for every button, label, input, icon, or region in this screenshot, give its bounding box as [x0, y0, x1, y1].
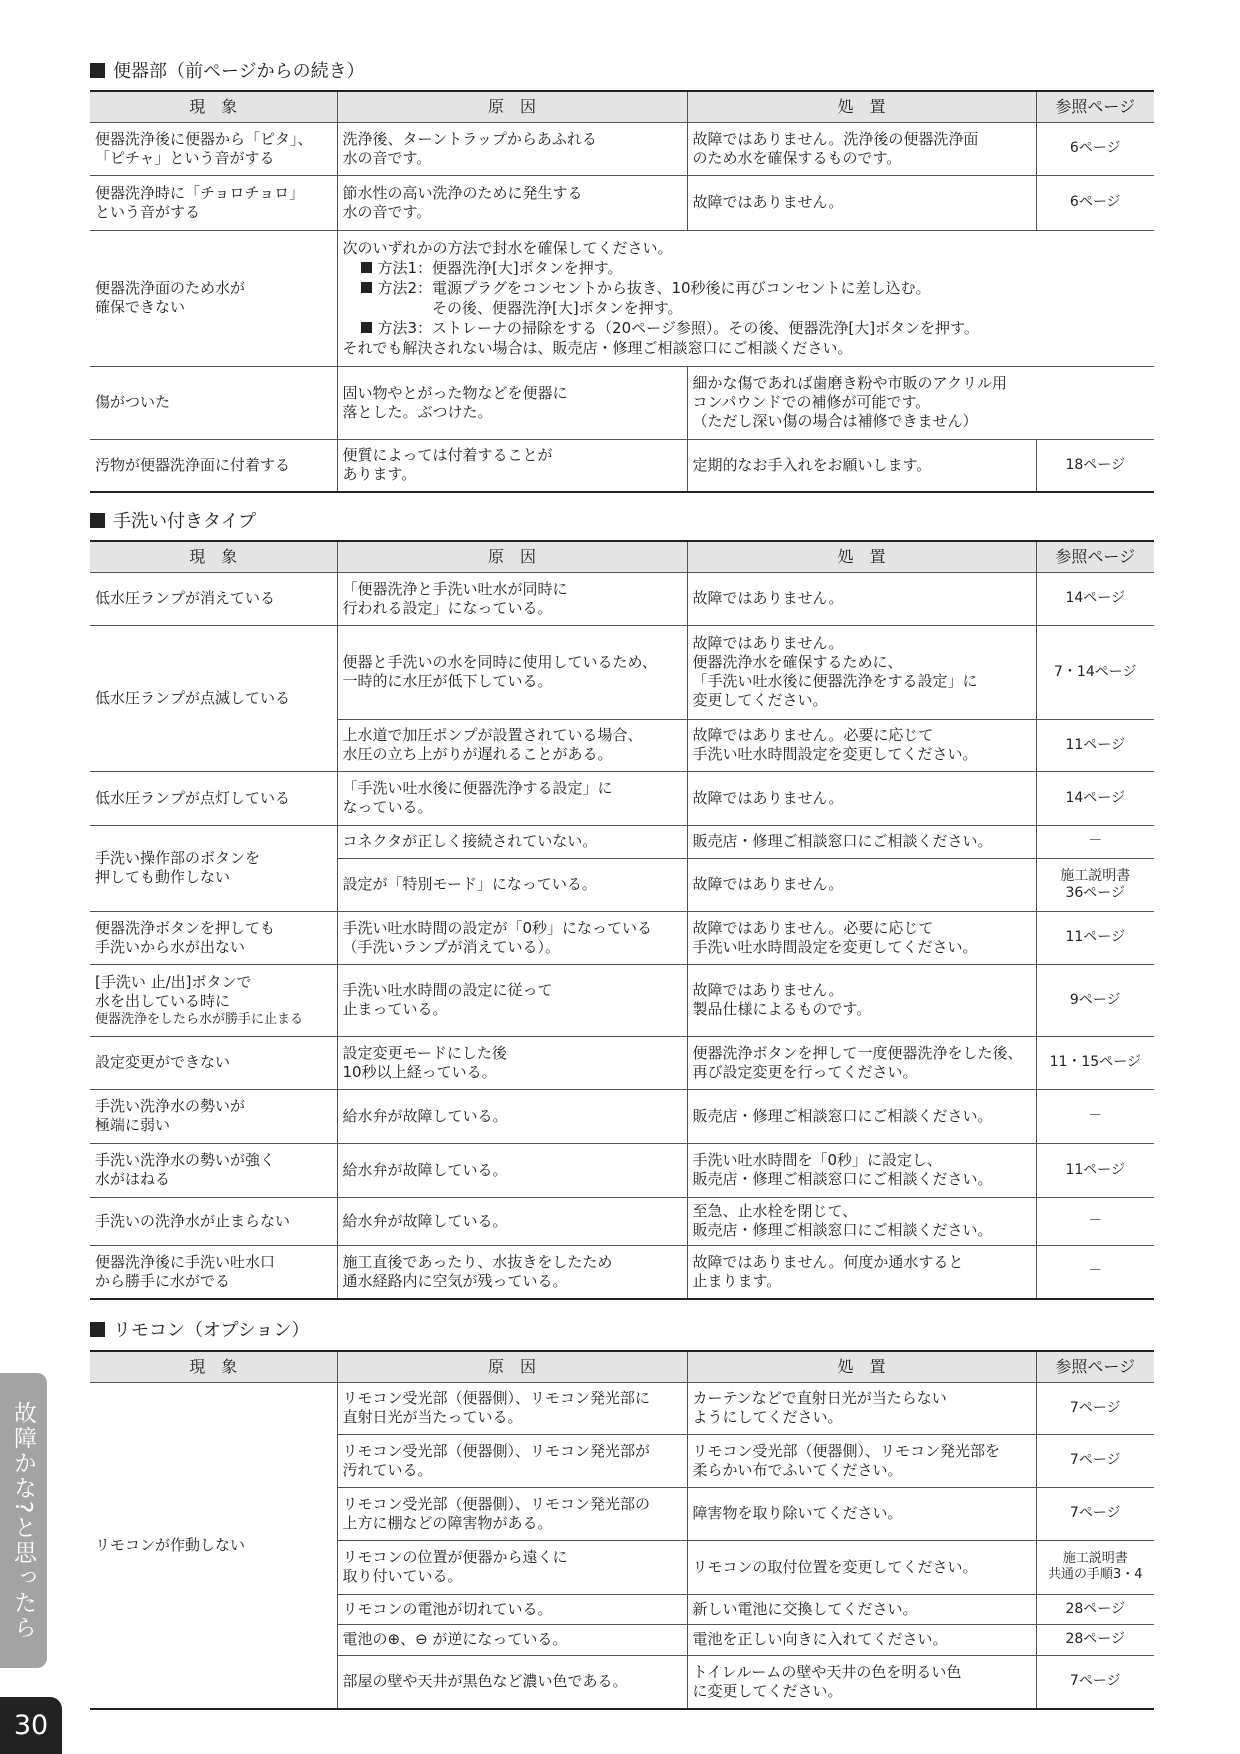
- remedy-cell: 障害物を取り除いてください。: [687, 1487, 1036, 1540]
- method-text: ストレーナの掃除をする（20ページ参照）。その後、便器洗浄[大]ボタンを押す。: [432, 319, 979, 337]
- remedy-cell: 新しい電池に交換してください。: [687, 1594, 1036, 1624]
- reference-page-cell: 施工説明書 36ページ: [1036, 858, 1154, 911]
- header-symptom: 現 象: [90, 91, 337, 122]
- cause-cell: 「手洗い吐水後に便器洗浄する設定」に なっている。: [337, 771, 687, 825]
- method-3: [343, 318, 1150, 338]
- method-label: 方法1：: [377, 259, 433, 277]
- reference-page-cell: 7・14ページ: [1036, 625, 1154, 719]
- reference-page-cell: 11ページ: [1036, 911, 1154, 964]
- remedy-cell: 電池を正しい向きに入れてください。: [687, 1624, 1036, 1655]
- header-remedy: 処 置: [687, 1351, 1036, 1382]
- reference-page-cell: 28ページ: [1036, 1624, 1154, 1655]
- section-title: 手洗い付きタイプ: [113, 511, 257, 532]
- reference-page-cell: 11ページ: [1036, 1143, 1154, 1197]
- table-header-row: [90, 91, 1154, 122]
- instructions-outro: それでも解決されない場合は、販売店・修理ご相談窓口にご相談ください。: [342, 339, 853, 357]
- symptom-cell: 便器洗浄ボタンを押しても 手洗いから水が出ない: [90, 911, 337, 964]
- method-label: 方法2：: [377, 279, 433, 297]
- cause-cell: 給水弁が故障している。: [337, 1143, 687, 1197]
- header-symptom: 現 象: [90, 541, 337, 572]
- square-bullet-icon: [90, 63, 105, 78]
- symptom-cell: 便器洗浄面のため水が 確保できない: [90, 230, 337, 366]
- remote-control-troubleshooting-table: [90, 1350, 1154, 1710]
- remedy-cell: 細かな傷であれば歯磨き粉や市販のアクリル用 コンパウンドでの補修が可能です。 （ただし深い傷の場合は補修できません）: [687, 366, 1154, 439]
- reference-page-cell: 6ページ: [1036, 175, 1154, 230]
- square-bullet-icon: [90, 513, 105, 528]
- reference-page-cell: 11ページ: [1036, 719, 1154, 771]
- reference-page-cell: 9ページ: [1036, 964, 1154, 1036]
- cause-cell: 便器と手洗いの水を同時に使用しているため、 一時的に水圧が低下している。: [337, 625, 687, 719]
- section-title: 便器部（前ページからの続き）: [113, 61, 365, 82]
- cause-cell: リモコン受光部（便器側）、リモコン発光部に 直射日光が当たっている。: [337, 1382, 687, 1434]
- symptom-note: 便器洗浄をしたら水が勝手に止まる: [95, 1011, 304, 1027]
- method-2: [343, 278, 1150, 318]
- cause-cell: リモコンの位置が便器から遠くに 取り付いている。: [337, 1540, 687, 1594]
- symptom-cell: 便器洗浄後に手洗い吐水口 から勝手に水がでる: [90, 1245, 337, 1299]
- table-row: [90, 230, 1154, 366]
- remedy-cell: リモコン受光部（便器側）、リモコン発光部を 柔らかい布でふいてください。: [687, 1434, 1036, 1487]
- reference-page-cell: －: [1036, 1089, 1154, 1143]
- remedy-cell: 故障ではありません。必要に応じて 手洗い吐水時間設定を変更してください。: [687, 719, 1036, 771]
- table-row: [90, 1036, 1154, 1089]
- symptom-cell: 手洗い洗浄水の勢いが 極端に弱い: [90, 1089, 337, 1143]
- table-row: [90, 572, 1154, 625]
- symptom-cell: 汚物が便器洗浄面に付着する: [90, 439, 337, 492]
- header-cause: 原 因: [337, 541, 687, 572]
- hand-wash-troubleshooting-table: [90, 540, 1154, 1300]
- table-row: [90, 825, 1154, 858]
- symptom-cell: 低水圧ランプが消えている: [90, 572, 337, 625]
- cause-cell: 設定が「特別モード」になっている。: [337, 858, 687, 911]
- remedy-cell: 故障ではありません。: [687, 175, 1036, 230]
- symptom-cell: 手洗い洗浄水の勢いが強く 水がはねる: [90, 1143, 337, 1197]
- cause-cell: 上水道で加圧ポンプが設置されている場合、 水圧の立ち上がりが遅れることがある。: [337, 719, 687, 771]
- method-label: 方法3：: [377, 319, 433, 337]
- instructions-cell: [337, 230, 1154, 366]
- header-reference-page: 参照ページ: [1036, 541, 1154, 572]
- cause-cell: 手洗い吐水時間の設定が「0秒」になっている （手洗いランプが消えている）。: [337, 911, 687, 964]
- page-number-text: 30: [13, 1710, 49, 1741]
- symptom-cell: 設定変更ができない: [90, 1036, 337, 1089]
- table-row: [90, 366, 1154, 439]
- table-row: [90, 175, 1154, 230]
- symptom-text: [手洗い 止/出]ボタンで 水を出している時に: [95, 972, 252, 1010]
- header-reference-page: 参照ページ: [1036, 91, 1154, 122]
- table-row: [90, 625, 1154, 719]
- cause-cell: 設定変更モードにした後 10秒以上経っている。: [337, 1036, 687, 1089]
- section-heading-remote-control: [90, 1317, 309, 1341]
- table-row: [90, 1089, 1154, 1143]
- symptom-cell: 便器洗浄後に便器から「ピタ」、 「ピチャ」という音がする: [90, 122, 337, 175]
- cause-cell: リモコン受光部（便器側）、リモコン発光部が 汚れている。: [337, 1434, 687, 1487]
- toilet-troubleshooting-table: [90, 90, 1154, 493]
- symptom-cell: [90, 964, 337, 1036]
- cause-cell: 電池の⊕、⊖ が逆になっている。: [337, 1624, 687, 1655]
- remedy-cell: 故障ではありません。洗浄後の便器洗浄面 のため水を確保するものです。: [687, 122, 1036, 175]
- cause-cell: 部屋の壁や天井が黒色など濃い色である。: [337, 1655, 687, 1709]
- chapter-side-tab: [0, 1373, 47, 1668]
- reference-page-cell: －: [1036, 825, 1154, 858]
- reference-page-cell: 6ページ: [1036, 122, 1154, 175]
- remedy-cell: 販売店・修理ご相談窓口にご相談ください。: [687, 1089, 1036, 1143]
- cause-cell: リモコンの電池が切れている。: [337, 1594, 687, 1624]
- remedy-cell: 故障ではありません。: [687, 572, 1036, 625]
- remedy-cell: 故障ではありません。 製品仕様によるものです。: [687, 964, 1036, 1036]
- remedy-cell: リモコンの取付位置を変更してください。: [687, 1540, 1036, 1594]
- symptom-cell: 便器洗浄時に「チョロチョロ」 という音がする: [90, 175, 337, 230]
- reference-page-cell: 14ページ: [1036, 771, 1154, 825]
- cause-cell: 給水弁が故障している。: [337, 1089, 687, 1143]
- table-row: [90, 1197, 1154, 1245]
- reference-page-cell: －: [1036, 1245, 1154, 1299]
- table-row: [90, 964, 1154, 1036]
- remedy-cell: 故障ではありません。必要に応じて 手洗い吐水時間設定を変更してください。: [687, 911, 1036, 964]
- instructions-intro: 次のいずれかの方法で封水を確保してください。: [342, 239, 673, 257]
- square-bullet-icon: [361, 322, 372, 333]
- symptom-cell: 手洗いの洗浄水が止まらない: [90, 1197, 337, 1245]
- remedy-cell: 故障ではありません。: [687, 858, 1036, 911]
- reference-page-cell: 11・15ページ: [1036, 1036, 1154, 1089]
- remedy-cell: 手洗い吐水時間を「0秒」に設定し、 販売店・修理ご相談窓口にご相談ください。: [687, 1143, 1036, 1197]
- table-row: [90, 771, 1154, 825]
- header-remedy: 処 置: [687, 541, 1036, 572]
- symptom-cell: 低水圧ランプが点灯している: [90, 771, 337, 825]
- symptom-cell: リモコンが作動しない: [90, 1382, 337, 1709]
- table-row: [90, 1143, 1154, 1197]
- cause-cell: 節水性の高い洗浄のために発生する 水の音です。: [337, 175, 687, 230]
- header-reference-page: 参照ページ: [1036, 1351, 1154, 1382]
- cause-cell: 手洗い吐水時間の設定に従って 止まっている。: [337, 964, 687, 1036]
- remedy-cell: 故障ではありません。 便器洗浄水を確保するために、 「手洗い吐水後に便器洗浄をする設定」に 変更してください。: [687, 625, 1036, 719]
- remedy-cell: 故障ではありません。何度か通水すると 止まります。: [687, 1245, 1036, 1299]
- cause-cell: リモコン受光部（便器側）、リモコン発光部の 上方に棚などの障害物がある。: [337, 1487, 687, 1540]
- remedy-cell: トイレルームの壁や天井の色を明るい色 に変更してください。: [687, 1655, 1036, 1709]
- cause-cell: 便質によっては付着することが あります。: [337, 439, 687, 492]
- table-row: [90, 1382, 1154, 1434]
- table-header-row: [90, 1351, 1154, 1382]
- symptom-cell: 手洗い操作部のボタンを 押しても動作しない: [90, 825, 337, 911]
- header-cause: 原 因: [337, 91, 687, 122]
- table-row: [90, 122, 1154, 175]
- table-row: [90, 911, 1154, 964]
- square-bullet-icon: [90, 1322, 105, 1337]
- remedy-cell: カーテンなどで直射日光が当たらない ようにしてください。: [687, 1382, 1036, 1434]
- reference-page-cell: 7ページ: [1036, 1655, 1154, 1709]
- method-text: 電源プラグをコンセントから抜き、10秒後に再びコンセントに差し込む。 その後、便器洗浄[大]ボタンを押す。: [432, 279, 931, 317]
- cause-cell: 洗浄後、ターントラップからあふれる 水の音です。: [337, 122, 687, 175]
- symptom-cell: 低水圧ランプが点滅している: [90, 625, 337, 771]
- section-title: リモコン（オプション）: [113, 1320, 310, 1341]
- header-remedy: 処 置: [687, 91, 1036, 122]
- square-bullet-icon: [361, 262, 372, 273]
- reference-page-cell: 施工説明書 共通の手順3・4: [1036, 1540, 1154, 1594]
- page-number: [0, 1697, 62, 1754]
- remedy-cell: 販売店・修理ご相談窓口にご相談ください。: [687, 825, 1036, 858]
- chapter-title: 故障かな?と思ったら: [10, 1400, 36, 1641]
- square-bullet-icon: [361, 282, 372, 293]
- cause-cell: 固い物やとがった物などを便器に 落とした。ぶつけた。: [337, 366, 687, 439]
- header-symptom: 現 象: [90, 1351, 337, 1382]
- reference-page-cell: 18ページ: [1036, 439, 1154, 492]
- cause-cell: 「便器洗浄と手洗い吐水が同時に 行われる設定」になっている。: [337, 572, 687, 625]
- cause-cell: 施工直後であったり、水抜きをしたため 通水経路内に空気が残っている。: [337, 1245, 687, 1299]
- reference-page-cell: 7ページ: [1036, 1382, 1154, 1434]
- table-row: [90, 1245, 1154, 1299]
- method-text: 便器洗浄[大]ボタンを押す。: [432, 259, 623, 277]
- table-header-row: [90, 541, 1154, 572]
- reference-page-cell: 28ページ: [1036, 1594, 1154, 1624]
- section-heading-hand-wash: [90, 508, 256, 532]
- remedy-cell: 便器洗浄ボタンを押して一度便器洗浄をした後、 再び設定変更を行ってください。: [687, 1036, 1036, 1089]
- remedy-cell: 定期的なお手入れをお願いします。: [687, 439, 1036, 492]
- header-cause: 原 因: [337, 1351, 687, 1382]
- reference-page-cell: 7ページ: [1036, 1434, 1154, 1487]
- symptom-cell: 傷がついた: [90, 366, 337, 439]
- remedy-cell: 至急、止水栓を閉じて、 販売店・修理ご相談窓口にご相談ください。: [687, 1197, 1036, 1245]
- section-heading-toilet: [90, 58, 365, 82]
- table-row: [90, 439, 1154, 492]
- reference-page-cell: 7ページ: [1036, 1487, 1154, 1540]
- remedy-cell: 故障ではありません。: [687, 771, 1036, 825]
- reference-page-cell: 14ページ: [1036, 572, 1154, 625]
- cause-cell: コネクタが正しく接続されていない。: [337, 825, 687, 858]
- reference-page-cell: －: [1036, 1197, 1154, 1245]
- cause-cell: 給水弁が故障している。: [337, 1197, 687, 1245]
- method-1: [343, 258, 1150, 278]
